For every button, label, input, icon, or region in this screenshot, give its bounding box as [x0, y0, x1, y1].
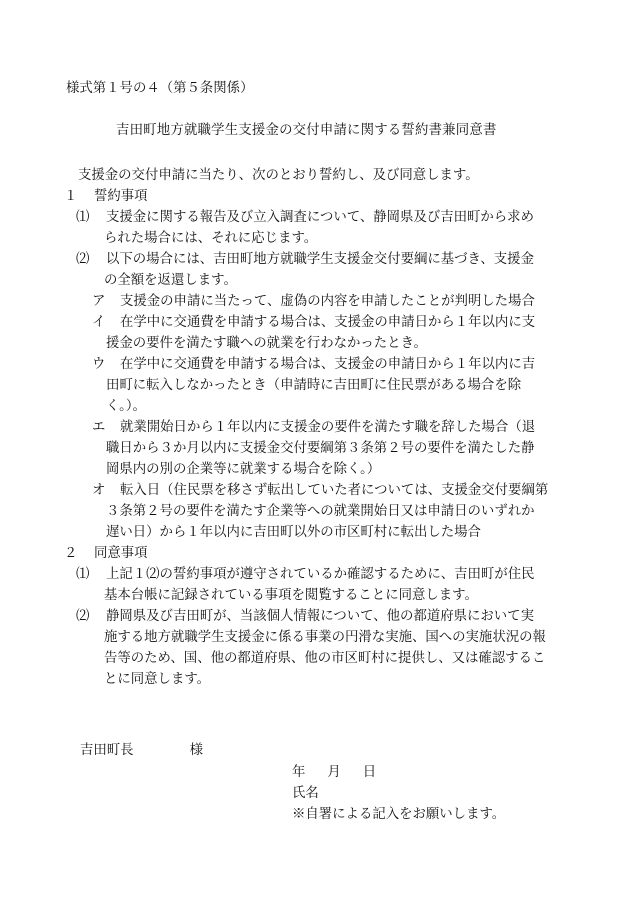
item-mark: ⑵: [76, 252, 90, 267]
item-line: 支援金に関する報告及び立入調査について、静岡県及び吉田町から求め: [106, 210, 534, 225]
form-number: 様式第１号の４（第５条関係）: [66, 81, 254, 96]
item-line: 基本台帳に記録されている事項を閲覧することに同意します。: [104, 588, 478, 603]
item-line: 施する地方就職学生支援金に係る事業の円滑な実施、国への実施状況の報: [104, 630, 546, 645]
addressee: 吉田町長: [80, 743, 134, 758]
addressee-line: [80, 740, 203, 761]
name-label: 氏名: [292, 786, 319, 801]
honorific: 様: [189, 743, 203, 758]
section-2-number: ２: [64, 546, 78, 561]
item-line: 告等のため、国、他の都道府県、他の市区町村に提供し、又は確認するこ: [104, 651, 546, 666]
subitem-line: 在学中に交通費を申請する場合は、支援金の申請日から１年以内に吉: [120, 357, 536, 372]
date-name-block: [292, 762, 505, 825]
section-2-item-2: [64, 606, 574, 627]
item-mark: ⑴: [76, 210, 90, 225]
subitem-line: 就業開始日から１年以内に支援金の要件を満たす職を辞した場合（退: [120, 420, 536, 435]
intro-text: 支援金の交付申請に当たり、次のとおり誓約し、及び同意します。: [78, 168, 479, 183]
subitem-line: ３条第２号の要件を満たす企業等への就業開始日又は申請日のいずれか: [106, 504, 535, 519]
subitem-o: [64, 480, 574, 501]
document-title: 吉田町地方就職学生支援金の交付申請に関する誓約書兼同意書: [116, 123, 497, 138]
section-1-item-1: [64, 207, 574, 228]
subitem-mark: エ: [92, 420, 106, 435]
subitem-line: 在学中に交通費を申請する場合は、支援金の申請日から１年以内に支: [120, 315, 536, 330]
section-1-number: １: [64, 189, 78, 204]
item-line: られた場合には、それに応じます。: [104, 231, 318, 246]
date-line: [292, 762, 505, 783]
subitem-mark: イ: [92, 315, 106, 330]
year-label: 年: [292, 765, 306, 780]
item-line: 静岡県及び吉田町が、当該個人情報について、他の都道府県において実: [106, 609, 534, 624]
subitem-mark: ア: [92, 294, 106, 309]
section-1-title: 誓約事項: [94, 189, 148, 204]
subitem-a: [64, 291, 574, 312]
item-line: の全額を返還します。: [104, 273, 237, 288]
subitem-line: 援金の要件を満たす職への就業を行わなかったとき。: [106, 336, 427, 351]
section-2-item-1: [64, 564, 574, 585]
section-1-item-2: [64, 249, 574, 270]
section-1-heading: [64, 186, 574, 207]
subitem-mark: ウ: [92, 357, 106, 372]
item-mark: ⑵: [76, 609, 90, 624]
section-2-title: 同意事項: [94, 546, 148, 561]
item-line: とに同意します。: [104, 672, 211, 687]
signature-note: ※自署による記入をお願いします。: [292, 807, 506, 822]
subitem-line: 転入日（住民票を移さず転出していた者については、支援金交付要綱第: [120, 483, 549, 498]
day-label: 日: [362, 765, 377, 780]
document-body: [64, 165, 574, 690]
subitem-e: [64, 417, 574, 438]
section-2-heading: [64, 543, 574, 564]
subitem-i: [64, 312, 574, 333]
item-line: 上記１⑵の誓約事項が遵守されているか確認するために、吉田町が住民: [106, 567, 535, 582]
subitem-line: 田町に転入しなかったとき（申請時に吉田町に住民票がある場合を除: [106, 378, 522, 393]
item-line: 以下の場合には、吉田町地方就職学生支援金交付要綱に基づき、支援金: [106, 252, 534, 267]
subitem-line: 支援金の申請に当たって、虚偽の内容を申請したことが判明した場合: [120, 294, 535, 309]
subitem-line: 職日から３か月以内に支援金交付要綱第３条第２号の要件を満たした静: [106, 441, 535, 456]
subitem-u: [64, 354, 574, 375]
item-mark: ⑴: [76, 567, 90, 582]
subitem-mark: オ: [92, 483, 106, 498]
subitem-line: く。）。: [106, 399, 146, 414]
month-label: 月: [327, 765, 341, 780]
subitem-line: 岡県内の別の企業等に就業する場合を除く。）: [106, 462, 381, 477]
subitem-line: 遅い日）から１年以内に吉田町以外の市区町村に転出した場合: [106, 525, 481, 540]
